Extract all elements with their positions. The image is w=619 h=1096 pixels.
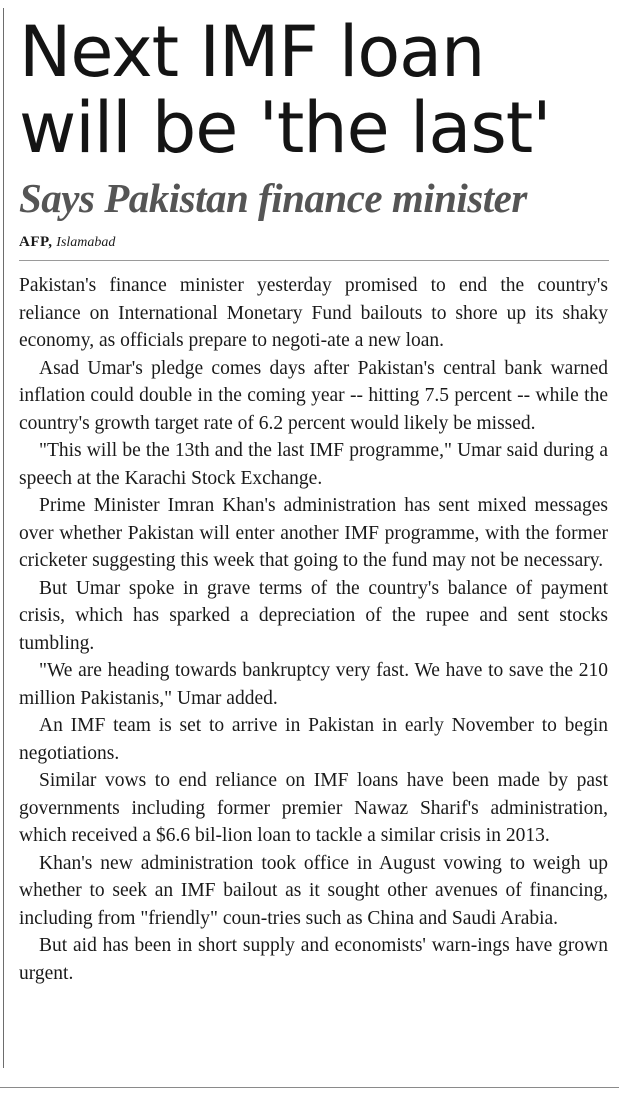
headline <box>19 11 609 169</box>
paragraph-9: Khan's new administration took office in August vowing to weigh up whether to seek an IMF bailout as it sought other avenues of financing, including from "friendly" coun-tries such as China and Saudi Arabia. <box>19 852 608 929</box>
column-rule-left <box>3 8 4 1068</box>
paragraph-3: "This will be the 13th and the last IMF programme," Umar said during a speech at the Karachi Stock Exchange. <box>19 440 608 489</box>
article-body <box>19 272 608 987</box>
paragraph-4: Prime Minister Imran Khan's administration has sent mixed messages over whether Pakistan will enter another IMF programme, with the former cricketer suggesting this week that going to the fund may not be necessary. <box>19 495 608 571</box>
paragraph-10: But aid has been in short supply and economists' warn-ings have grown urgent. <box>19 935 608 984</box>
headline-line-1: Next IMF loan <box>19 11 485 93</box>
headline-line-2: will be 'the last' <box>19 87 551 169</box>
paragraph-1: Pakistan's finance minister yesterday promised to end the country's reliance on International Monetary Fund bailouts to shore up its shaky economy, as officials prepare to negoti-ate a new loan. <box>19 275 608 351</box>
byline-agency: AFP, <box>19 234 53 250</box>
paragraph-2: Asad Umar's pledge comes days after Pakistan's central bank warned inflation could double in the coming year -- hitting 7.5 percent -- while the country's growth target rate of 6.2 percent would likely be missed. <box>19 357 608 434</box>
byline-place: Islamabad <box>56 235 116 250</box>
paragraph-8: Similar vows to end reliance on IMF loans have been made by past governments including former premier Nawaz Sharif's administration, which received a $6.6 bil-lion loan to tackle a similar crisis in 2013. <box>19 770 608 846</box>
paragraph-6: "We are heading towards bankruptcy very fast. We have to save the 210 million Pakistanis," Umar added. <box>19 660 608 709</box>
subheadline: Says Pakistan finance minister <box>19 175 527 221</box>
byline-divider <box>19 260 609 261</box>
paragraph-7: An IMF team is set to arrive in Pakistan in early November to begin negotiations. <box>19 715 608 764</box>
paragraph-5: But Umar spoke in grave terms of the country's balance of payment crisis, which has sparked a depreciation of the rupee and sent stocks tumbling. <box>19 577 608 654</box>
byline <box>19 232 115 253</box>
bottom-rule <box>0 1087 619 1088</box>
